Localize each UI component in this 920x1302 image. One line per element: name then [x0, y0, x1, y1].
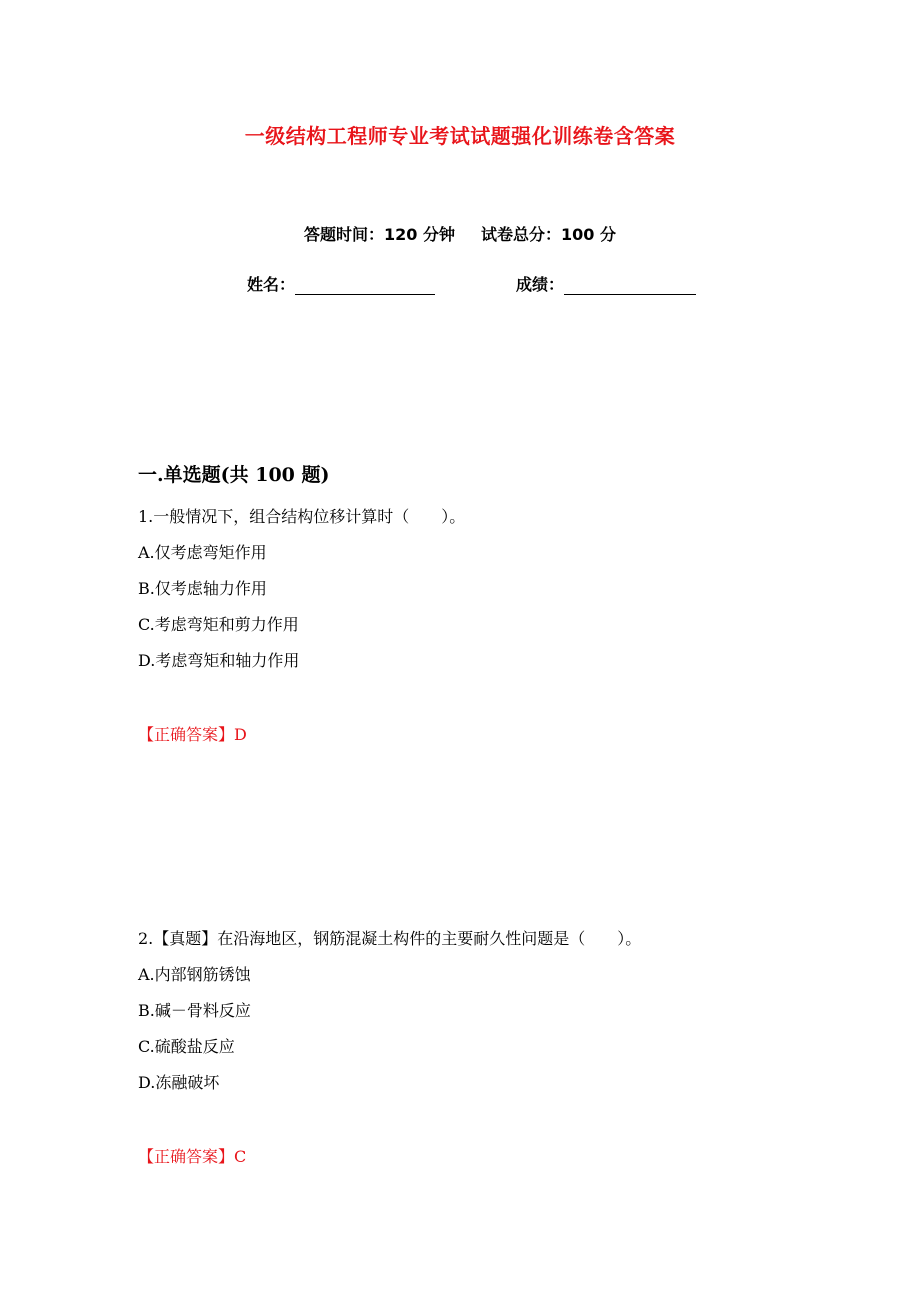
question-2	[138, 921, 641, 1101]
exam-meta	[0, 222, 920, 245]
question-stem: 2.【真题】在沿海地区，钢筋混凝土构件的主要耐久性问题是（ ）。	[138, 929, 642, 948]
option-b: B.仅考虑轴力作用	[138, 579, 267, 598]
question-stem: 1.一般情况下，组合结构位移计算时（ ）。	[138, 507, 466, 526]
option-a: A.仅考虑弯矩作用	[138, 543, 267, 562]
question-1	[138, 499, 465, 679]
option-c: C.考虑弯矩和剪力作用	[138, 615, 299, 634]
option-d: D.考虑弯矩和轴力作用	[138, 651, 300, 670]
name-label: 姓名：	[247, 275, 296, 294]
grade-blank	[564, 278, 696, 295]
name-blank	[295, 278, 435, 295]
option-a: A.内部钢筋锈蚀	[138, 965, 251, 984]
exam-total-score: 试卷总分：100 分	[481, 225, 616, 244]
grade-label: 成绩：	[516, 275, 565, 294]
name-field	[247, 272, 435, 295]
option-b: B.碱－骨料反应	[138, 1001, 251, 1020]
option-d: D.冻融破坏	[138, 1073, 220, 1092]
option-c: C.硫酸盐反应	[138, 1037, 235, 1056]
section-heading: 一.单选题(共 100 题)	[138, 464, 330, 486]
answer-1: 【正确答案】D	[138, 725, 247, 744]
answer-2: 【正确答案】C	[138, 1147, 247, 1166]
exam-time: 答题时间：120 分钟	[304, 225, 455, 244]
grade-field	[516, 272, 696, 295]
document-title: 一级结构工程师专业考试试题强化训练卷含答案	[244, 124, 676, 148]
